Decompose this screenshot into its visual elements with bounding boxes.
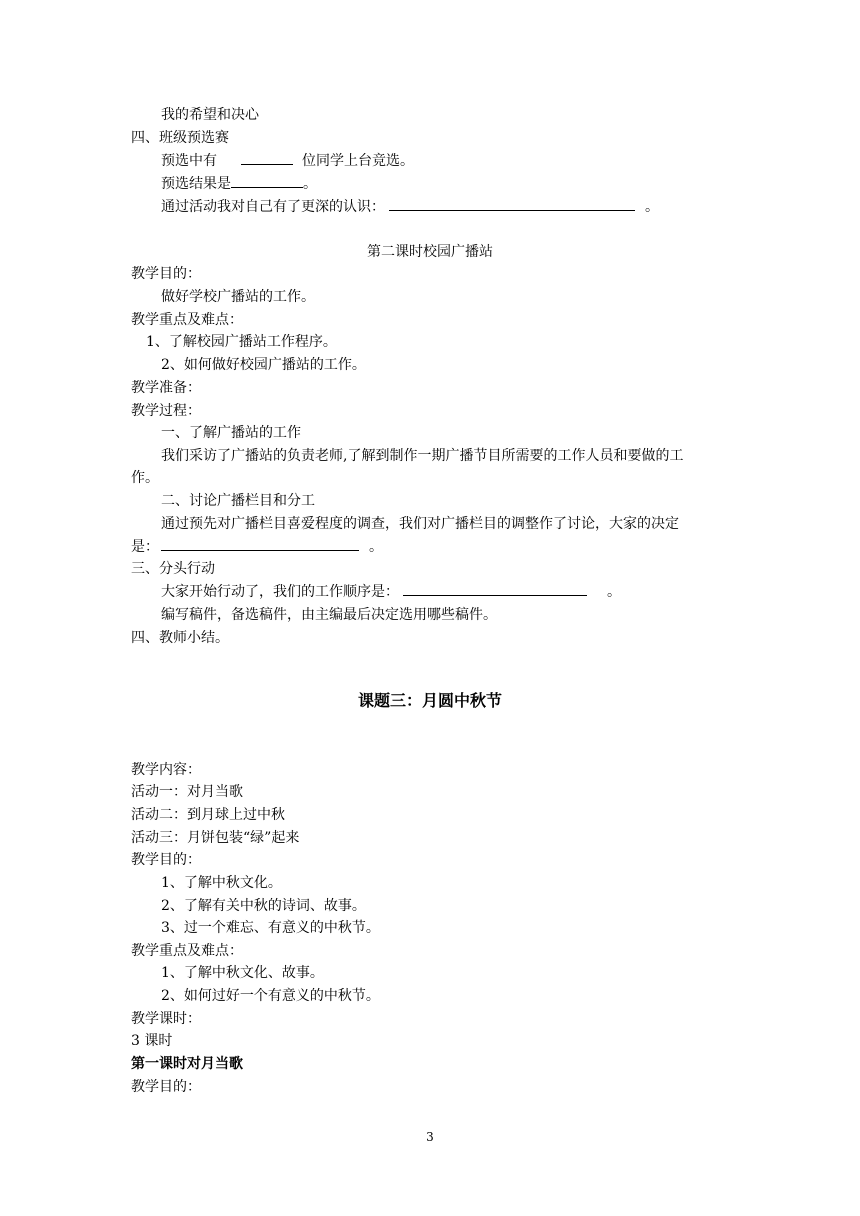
fill-in-blank <box>161 536 359 551</box>
text-line: 教学目的： <box>131 1079 201 1095</box>
text-fragment: 。 <box>369 539 383 555</box>
text-line <box>161 173 317 195</box>
text-line: 1、了解中秋文化。 <box>161 875 282 891</box>
text-line: 我的希望和决心 <box>161 107 259 123</box>
text-line: 3、过一个难忘、有意义的中秋节。 <box>161 920 380 936</box>
text-line: 1、了解中秋文化、故事。 <box>161 965 324 981</box>
text-line: 活动一：对月当歌 <box>131 784 243 800</box>
fill-in-blank <box>403 581 587 596</box>
text-fragment: 预选中有 <box>161 153 217 169</box>
text-line: 通过预先对广播栏目喜爱程度的调查，我们对广播栏目的调整作了讨论，大家的决定 <box>161 516 679 532</box>
text-line <box>161 196 659 218</box>
text-line: 1、了解校园广播站工作程序。 <box>146 334 337 350</box>
text-line: 教学重点及难点： <box>131 312 243 328</box>
text-line <box>161 150 414 172</box>
text-fragment: 。 <box>607 584 621 600</box>
text-line <box>161 581 621 603</box>
text-line: 教学准备： <box>131 380 201 396</box>
section-heading: 四、班级预选赛 <box>131 130 229 146</box>
text-line: 编写稿件，备选稿件，由主编最后决定选用哪些稿件。 <box>161 607 497 623</box>
text-line: 一、了解广播站的工作 <box>161 425 301 441</box>
lesson-heading: 第一课时对月当歌 <box>131 1056 243 1072</box>
text-line: 2、了解有关中秋的诗词、故事。 <box>161 898 366 914</box>
fill-in-blank <box>241 150 293 165</box>
text-fragment: 通过活动我对自己有了更深的认识： <box>161 199 385 215</box>
text-fragment: 是： <box>131 539 159 555</box>
text-fragment: 位同学上台竞选。 <box>302 153 414 169</box>
text-line <box>131 536 383 558</box>
topic-title: 课题三：月圆中秋节 <box>357 691 502 710</box>
text-fragment: 预选结果是 <box>161 176 231 192</box>
lesson-title: 第二课时校园广播站 <box>367 244 493 260</box>
text-line: 教学过程： <box>131 403 201 419</box>
text-line: 我们采访了广播站的负责老师,了解到制作一期广播节目所需要的工作人员和要做的工 <box>161 448 684 464</box>
fill-in-blank <box>389 196 635 211</box>
text-fragment: 大家开始行动了，我们的工作顺序是： <box>161 584 399 600</box>
text-line: 作。 <box>131 470 159 486</box>
text-line: 2、如何做好校园广播站的工作。 <box>161 357 366 373</box>
text-line: 教学内容： <box>131 762 201 778</box>
text-line: 3 课时 <box>131 1033 173 1049</box>
section-heading: 三、分头行动 <box>131 561 215 577</box>
text-line: 教学课时： <box>131 1011 201 1027</box>
text-line: 做好学校广播站的工作。 <box>161 289 315 305</box>
fill-in-blank <box>231 173 303 188</box>
text-line: 2、如何过好一个有意义的中秋节。 <box>161 988 380 1004</box>
text-line: 二、讨论广播栏目和分工 <box>161 493 315 509</box>
text-line: 教学重点及难点： <box>131 943 243 959</box>
text-fragment: 。 <box>303 176 317 192</box>
text-line: 活动三：月饼包装“绿”起来 <box>131 830 300 846</box>
text-line: 教学目的： <box>131 266 201 282</box>
section-heading: 四、教师小结。 <box>131 630 229 646</box>
text-line: 教学目的： <box>131 852 201 868</box>
page-number: 3 <box>426 1130 434 1144</box>
text-line: 活动二：到月球上过中秋 <box>131 807 285 823</box>
text-fragment: 。 <box>645 199 659 215</box>
